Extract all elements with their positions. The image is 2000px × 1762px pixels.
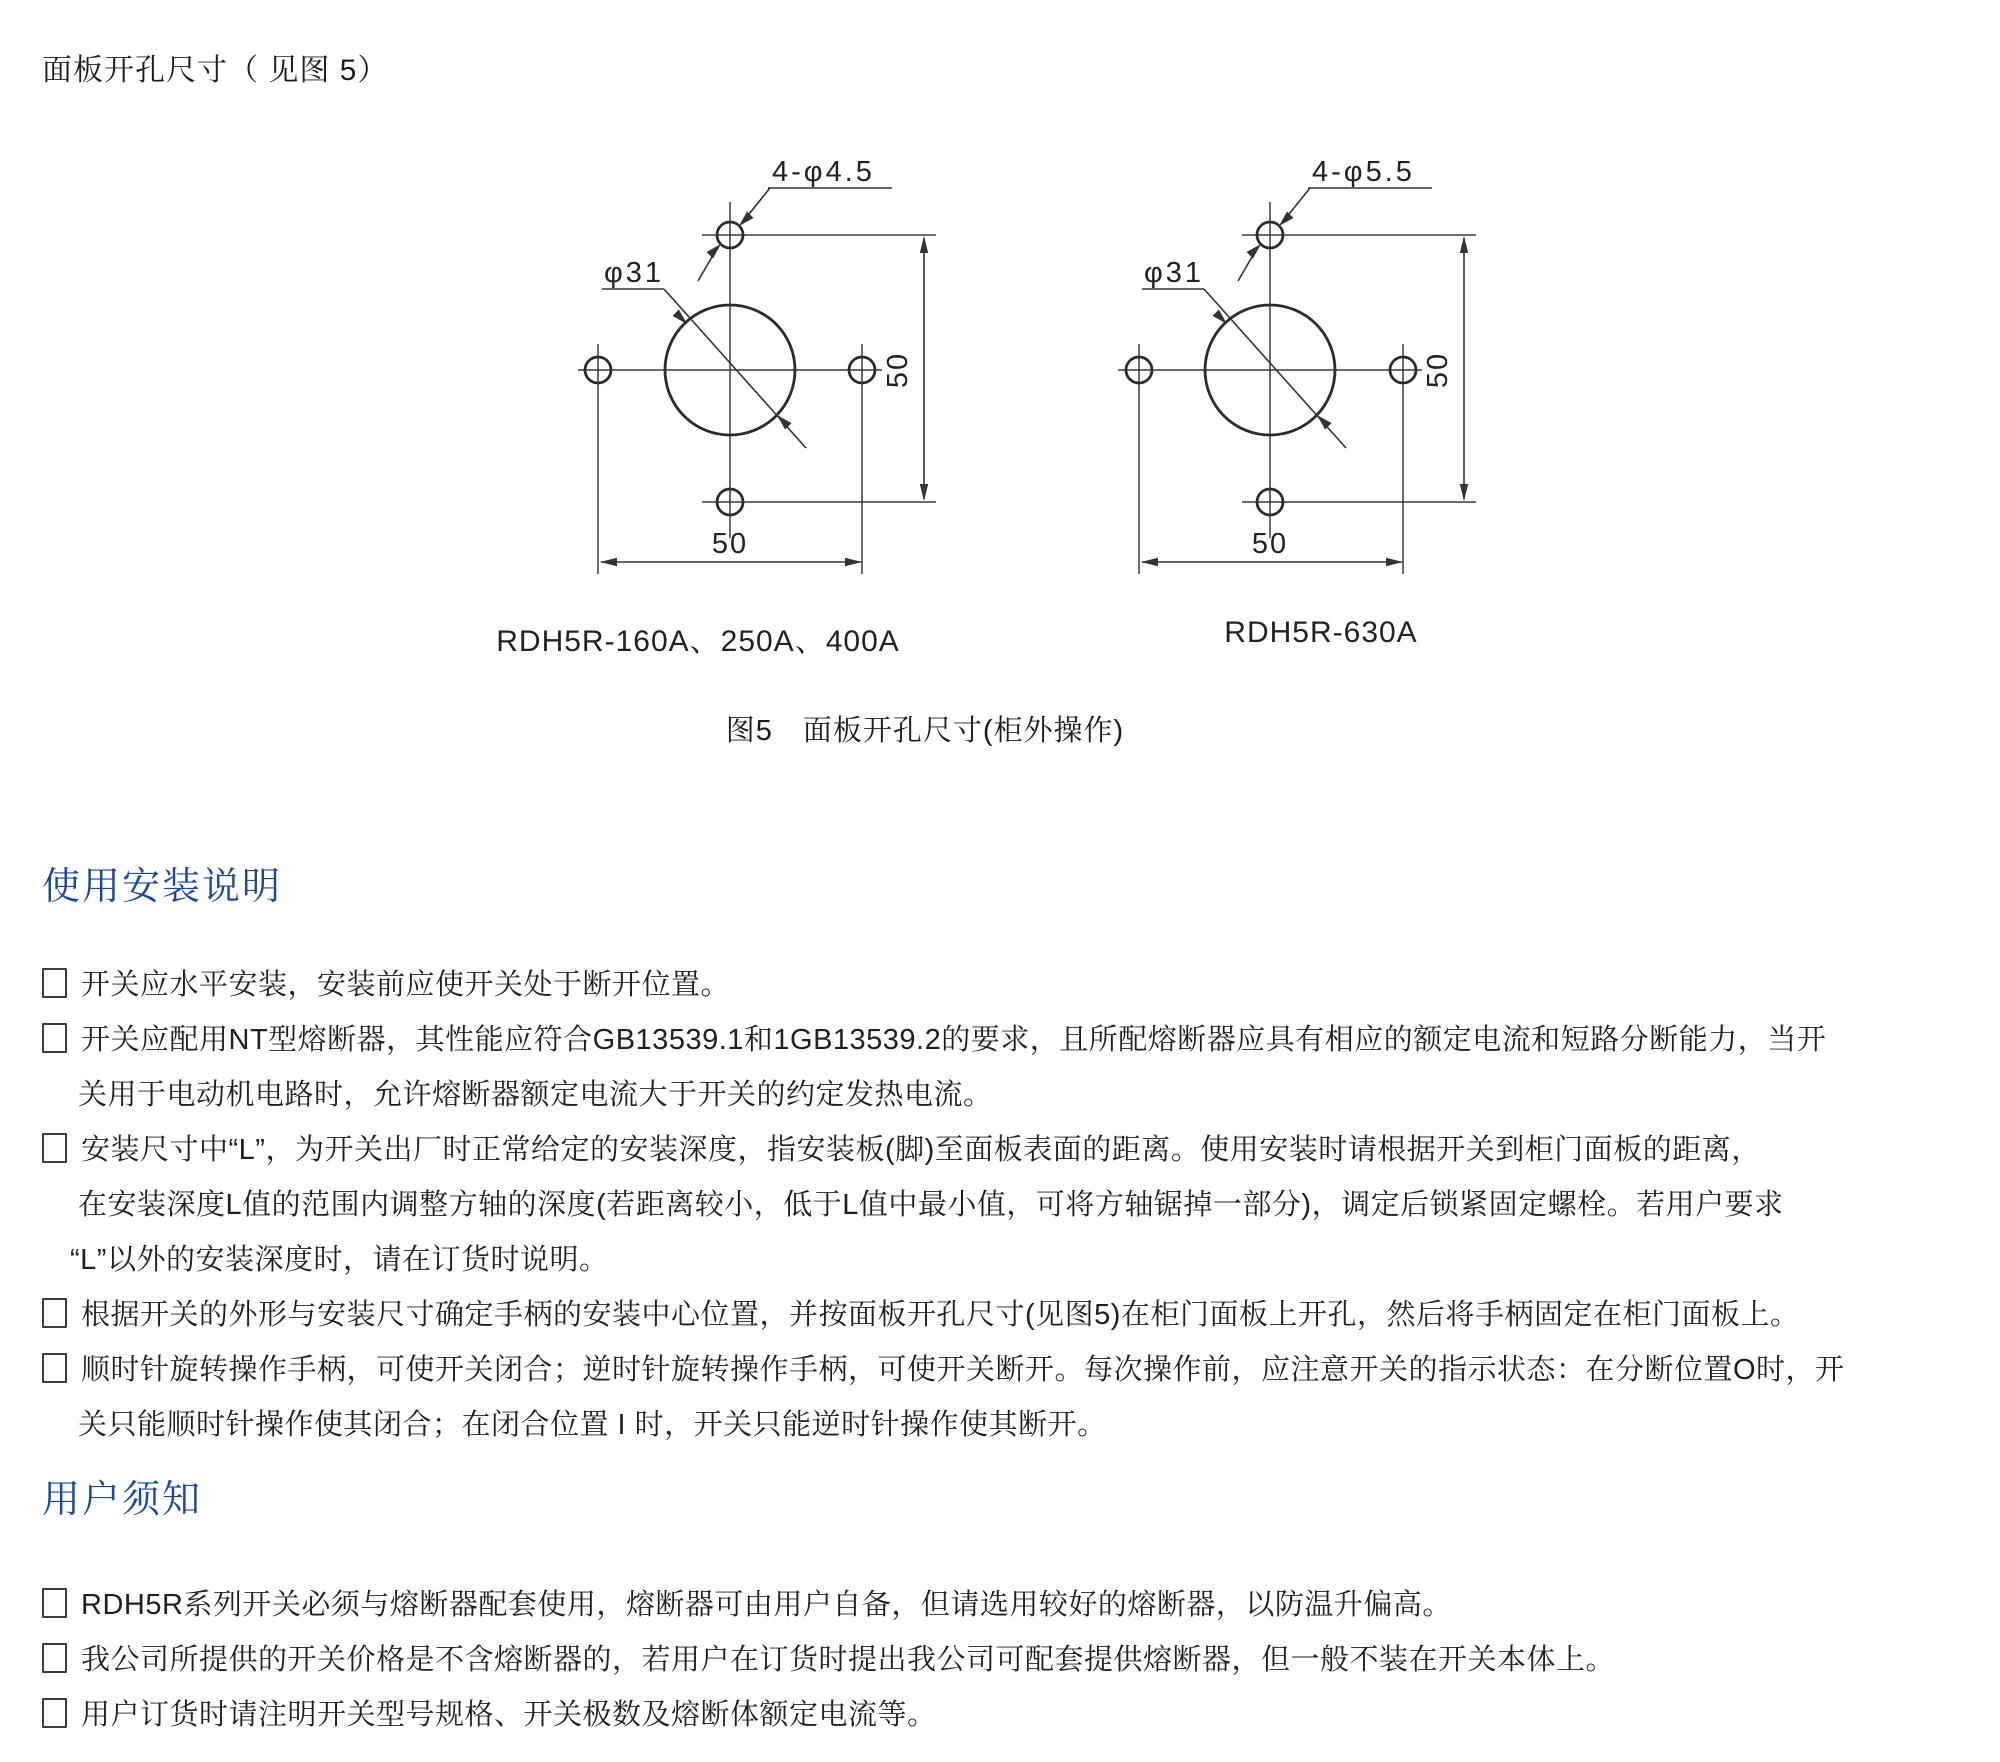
model-label-right: RDH5R-630A (1224, 616, 1418, 649)
arrowhead (739, 212, 754, 227)
instruction-line: “L”以外的安装深度时，请在订货时说明。 (70, 1244, 609, 1276)
instruction-line: 我公司所提供的开关价格是不含熔断器的，若用户在订货时提出我公司可配套提供熔断器，但一般不装在开关本体上。 (81, 1644, 1616, 1676)
arrowhead (1247, 244, 1262, 259)
arrowhead (600, 558, 617, 566)
square-bullet (42, 1133, 67, 1163)
instruction-line: 根据开关的外形与安装尺寸确定手柄的安装中心位置，并按面板开孔尺寸(见图5)在柜门面板上开孔，然后将手柄固定在柜门面板上。 (81, 1299, 1800, 1331)
section-heading-installation: 使用安装说明 (42, 866, 283, 908)
square-bullet (42, 1353, 67, 1383)
arrowhead (1279, 212, 1294, 227)
horizontal-dim-value: 50 (711, 528, 749, 560)
instruction-row (78, 1072, 993, 1113)
instruction-line: RDH5R系列开关必须与熔断器配套使用，熔断器可由用户自备，但请选用较好的熔断器，以防温升偏高。 (81, 1589, 1452, 1621)
arrowhead (707, 244, 722, 259)
square-bullet (42, 1298, 67, 1328)
page-title: 面板开孔尺寸（ 见图 5） (42, 54, 389, 87)
instruction-row (42, 1347, 1845, 1388)
instruction-row (70, 1237, 608, 1278)
instruction-line: 开关应配用NT型熔断器，其性能应符合GB13539.1和1GB13539.2的要求，且所配熔断器应具有相应的额定电流和短路分断能力，当开 (81, 1024, 1827, 1056)
panel-cutout-figure (420, 100, 1580, 680)
arrowhead (777, 415, 792, 430)
instruction-row (42, 1127, 1761, 1168)
drawing-right (1118, 156, 1476, 574)
instruction-row (42, 1692, 937, 1733)
drawing-left (578, 156, 936, 574)
arrowhead (1386, 558, 1403, 566)
vertical-dim-value: 50 (1422, 351, 1454, 389)
vertical-dim-value: 50 (882, 351, 914, 389)
instruction-line: 开关应水平安装，安装前应使开关处于断开位置。 (81, 969, 731, 1001)
arrowhead (1460, 484, 1468, 501)
circle-dim-label: φ31 (1144, 257, 1205, 289)
square-bullet (42, 1643, 67, 1673)
holes-dim-label: 4-φ5.5 (1312, 156, 1415, 188)
holes-dim-label: 4-φ4.5 (772, 156, 875, 188)
arrowhead (1317, 415, 1332, 430)
arrowhead (920, 484, 928, 501)
instruction-line: 关用于电动机电路时，允许熔断器额定电流大于开关的约定发热电流。 (78, 1079, 993, 1111)
model-label-left: RDH5R-160A、250A、400A (496, 625, 900, 658)
circle-dim-label: φ31 (604, 257, 665, 289)
instruction-row (42, 1637, 1615, 1678)
instruction-line: 关只能顺时针操作使其闭合；在闭合位置 I 时，开关只能逆时针操作使其断开。 (78, 1409, 1107, 1441)
instruction-line: 用户订货时请注明开关型号规格、开关极数及熔断体额定电流等。 (81, 1699, 937, 1731)
arrowhead (1141, 558, 1158, 566)
instruction-row (42, 962, 730, 1003)
instruction-row (42, 1582, 1452, 1623)
instruction-row (78, 1402, 1107, 1443)
instruction-line: 安装尺寸中“L”，为开关出厂时正常给定的安装深度，指安装板(脚)至面板表面的距离。使用安装时请根据开关到柜门面板的距离， (81, 1134, 1761, 1166)
instruction-line: 在安装深度L值的范围内调整方轴的深度(若距离较小，低于L值中最小值，可将方轴锯掉一部分)，调定后锁紧固定螺栓。若用户要求 (78, 1189, 1784, 1221)
instruction-row (42, 1017, 1826, 1058)
arrowhead (1460, 236, 1468, 253)
instruction-row (42, 1292, 1799, 1333)
square-bullet (42, 1023, 67, 1053)
figure-caption: 图5 面板开孔尺寸(柜外操作) (725, 715, 1125, 747)
instruction-row (78, 1182, 1784, 1223)
instruction-line: 顺时针旋转操作手柄，可使开关闭合；逆时针旋转操作手柄，可使开关断开。每次操作前，应注意开关的指示状态：在分断位置O时，开 (81, 1354, 1845, 1386)
section-heading-user-notes: 用户须知 (42, 1479, 203, 1521)
square-bullet (42, 1588, 67, 1618)
arrowhead (920, 236, 928, 253)
square-bullet (42, 1698, 67, 1728)
square-bullet (42, 968, 67, 998)
arrowhead (845, 558, 862, 566)
horizontal-dim-value: 50 (1251, 528, 1289, 560)
